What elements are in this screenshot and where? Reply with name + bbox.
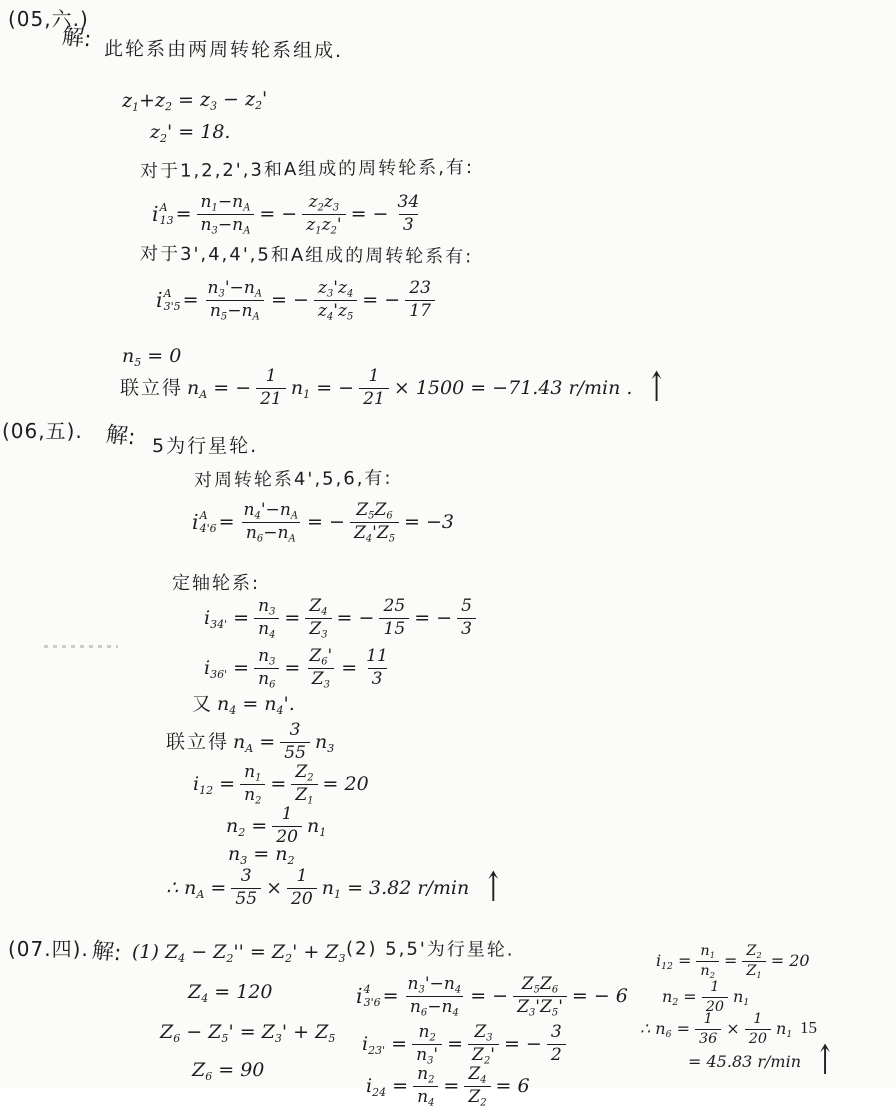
equation-line: $Z_6 - Z_5' = Z_3' + Z_5$ [160, 1021, 336, 1045]
statement-line: 对于1,2,2',3和A组成的周转轮系,有: [139, 156, 475, 183]
equation-line: $i_{24}$ = $\frac{n_2}{n_4}$ = $\frac{Z_4}{Z_2}$ = 6 [366, 1064, 530, 1108]
equation-line: $Z_6 = 90$ [192, 1059, 265, 1083]
equation-line: $Z_4 = 120$ [188, 981, 273, 1005]
statement-line: 定轴轮系: [172, 573, 261, 594]
equation-line: $i_{36'}$ = $\frac{n_3}{n_6}$ = $\frac{Z_6'}{Z_3}$ = $\frac{11}{3}$ [204, 646, 388, 691]
intro-text-2: 5为行星轮. [152, 435, 259, 457]
equation-line: $z_2' = 18$. [150, 121, 231, 145]
intro-text-1: 此轮系由两周转轮系组成. [103, 37, 344, 63]
solve-marker-3: 解: [90, 938, 123, 967]
equation-line: ∴ $n_6$ = $\frac{1}{36}$ × $\frac{1}{20}$ $n_1$ [640, 1011, 793, 1048]
equation-line: 又 $n_4 = n_4'$. [192, 693, 295, 717]
equation-line: $i_{12}$ = $\frac{n_1}{n_2}$ = $\frac{Z_2}{Z_1}$ = 20 [656, 943, 810, 981]
scan-artifact [44, 645, 118, 648]
equation-line: $n_3 = n_2$ [228, 843, 295, 867]
equation-line: $i_{34'}$ = $\frac{n_3}{n_4}$ = $\frac{Z_4}{Z_3}$ = − $\frac{25}{15}$ = − $\frac{5}{3}$ [204, 598, 481, 639]
equation-line: 联立得 $n_A$ = $\frac{3}{55}$ $n_3$ [166, 720, 335, 763]
equation-line: $n_2$ = $\frac{1}{20}$ $n_1$ [662, 979, 750, 1016]
conclusion-line: = 45.83 r/min ↑ [688, 1036, 836, 1085]
conclusion-line: ∴ $n_A$ = $\frac{3}{55}$ × $\frac{1}{20}$ $n_1 = 3.82$ r/min ↑ [166, 863, 504, 911]
equation-line: $n_2$ = $\frac{1}{20}$ $n_1$ [226, 804, 327, 847]
problem-label-07-4: (07.四). [8, 937, 89, 961]
statement-line: (2) 5,5'为行星轮. [345, 938, 515, 961]
solve-marker-1: 解: [60, 24, 93, 53]
equation-line: $n_5 = 0$ [122, 345, 182, 369]
problem-label-06-5: (06,五). [2, 419, 83, 443]
problem-label-05-6: (05,六.) [8, 7, 89, 31]
equation-line: (1) $Z_4 - Z_2'' = Z_2' + Z_3$ [132, 941, 346, 965]
statement-line: 对周转轮系4',5,6,有: [193, 467, 393, 492]
page-number: 15 [800, 1018, 817, 1037]
solve-marker-2: 解: [104, 422, 137, 451]
equation-line: i A 3'5 = $\frac{n_3'-n_A}{n_5-n_A}$ = − $\frac{z_3'z_4}{z_4'z_5}$ = − $\frac{23}{17}$ [156, 280, 440, 321]
conclusion-line: 联立得 $n_A$ = − $\frac{1}{21}$ $n_1$ = − $\frac{1}{21}$ × 1500 = −71.43 r/min . ↑ [120, 363, 667, 411]
statement-line: 对于3',4,4',5和A组成的周转轮系有: [139, 243, 474, 268]
equation-line: $i_{12}$ = $\frac{n_1}{n_2}$ = $\frac{Z_2}{Z_1}$ = 20 [193, 762, 369, 807]
equation-line: $i_{23'}$ = $\frac{n_2}{n_3'}$ = $\frac{Z_3}{Z_2'}$ = − $\frac{3}{2}$ [362, 1024, 571, 1065]
equation-line: i 4 3'6 = $\frac{n_3'-n_4}{n_6-n_4}$ = − $\frac{Z_5Z_6}{Z_3'Z_5'}$ = − 6 [356, 974, 628, 1019]
equation-line: i A 4'6 = $\frac{n_4'-n_A}{n_6-n_A}$ = − $\frac{Z_5Z_6}{Z_4'Z_5}$ = −3 [192, 500, 454, 545]
equation-line: $z_1+z_2 = z_3 - z_2'$ [121, 88, 268, 114]
equation-line: i A 13 = $\frac{n_1-n_A}{n_3-n_A}$ = − $\frac{z_2z_3}{z_1z_2'}$ = − $\frac{34}{3}$ [152, 192, 420, 237]
